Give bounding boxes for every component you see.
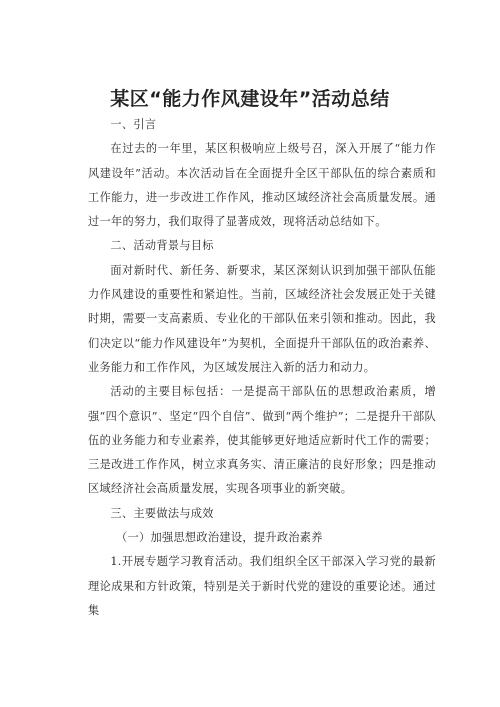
document-title: 某区“能力作风建设年”活动总结: [110, 88, 390, 110]
paragraph-study-activity: 1.开展专题学习教育活动。我们组织全区干部深入学习党的最新理论成果和方针政策，特别是关于新时代党的建设的重要论述。通过集: [88, 555, 436, 617]
section-heading-introduction: 一、引言: [110, 118, 157, 131]
paragraph-background: 面对新时代、新任务、新要求，某区深刻认识到加强干部队伍能力作风建设的重要性和紧迫性。当前，区域经济社会发展正处于关键时期，需要一支高素质、专业化的干部队伍来引领和推动。因此，我们决定以“能力作风建设年”为契机，全面提升干部队伍的政治素养、业务能力和工作作风，为区域发展注入新的活力和动力。: [88, 263, 436, 374]
subsection-heading-political: （一）加强思想政治建设，提升政治素养: [116, 531, 323, 545]
paragraph-goals: 活动的主要目标包括：一是提高干部队伍的思想政治素质，增强“四个意识”、坚定“四个自信”、做到“两个维护”；二是提升干部队伍的业务能力和专业素养，使其能够更好地适应新时代工作的需要；三是改进工作作风，树立求真务实、清正廉洁的良好形象；四是推动区域经济社会高质量发展，实现各项事业的新突破。: [88, 385, 436, 496]
section-heading-background: 二、活动背景与目标: [110, 239, 214, 253]
document-body: [88, 113, 436, 623]
paragraph-introduction: 在过去的一年里，某区积极响应上级号召，深入开展了“能力作风建设年”活动。本次活动旨在全面提升全区干部队伍的综合素质和工作能力，进一步改进工作作风，推动区域经济社会高质量发展。通过一年的努力，我们取得了显著成效，现将活动总结如下。: [88, 142, 436, 229]
section-heading-practices: 三、主要做法与成效: [110, 506, 214, 520]
